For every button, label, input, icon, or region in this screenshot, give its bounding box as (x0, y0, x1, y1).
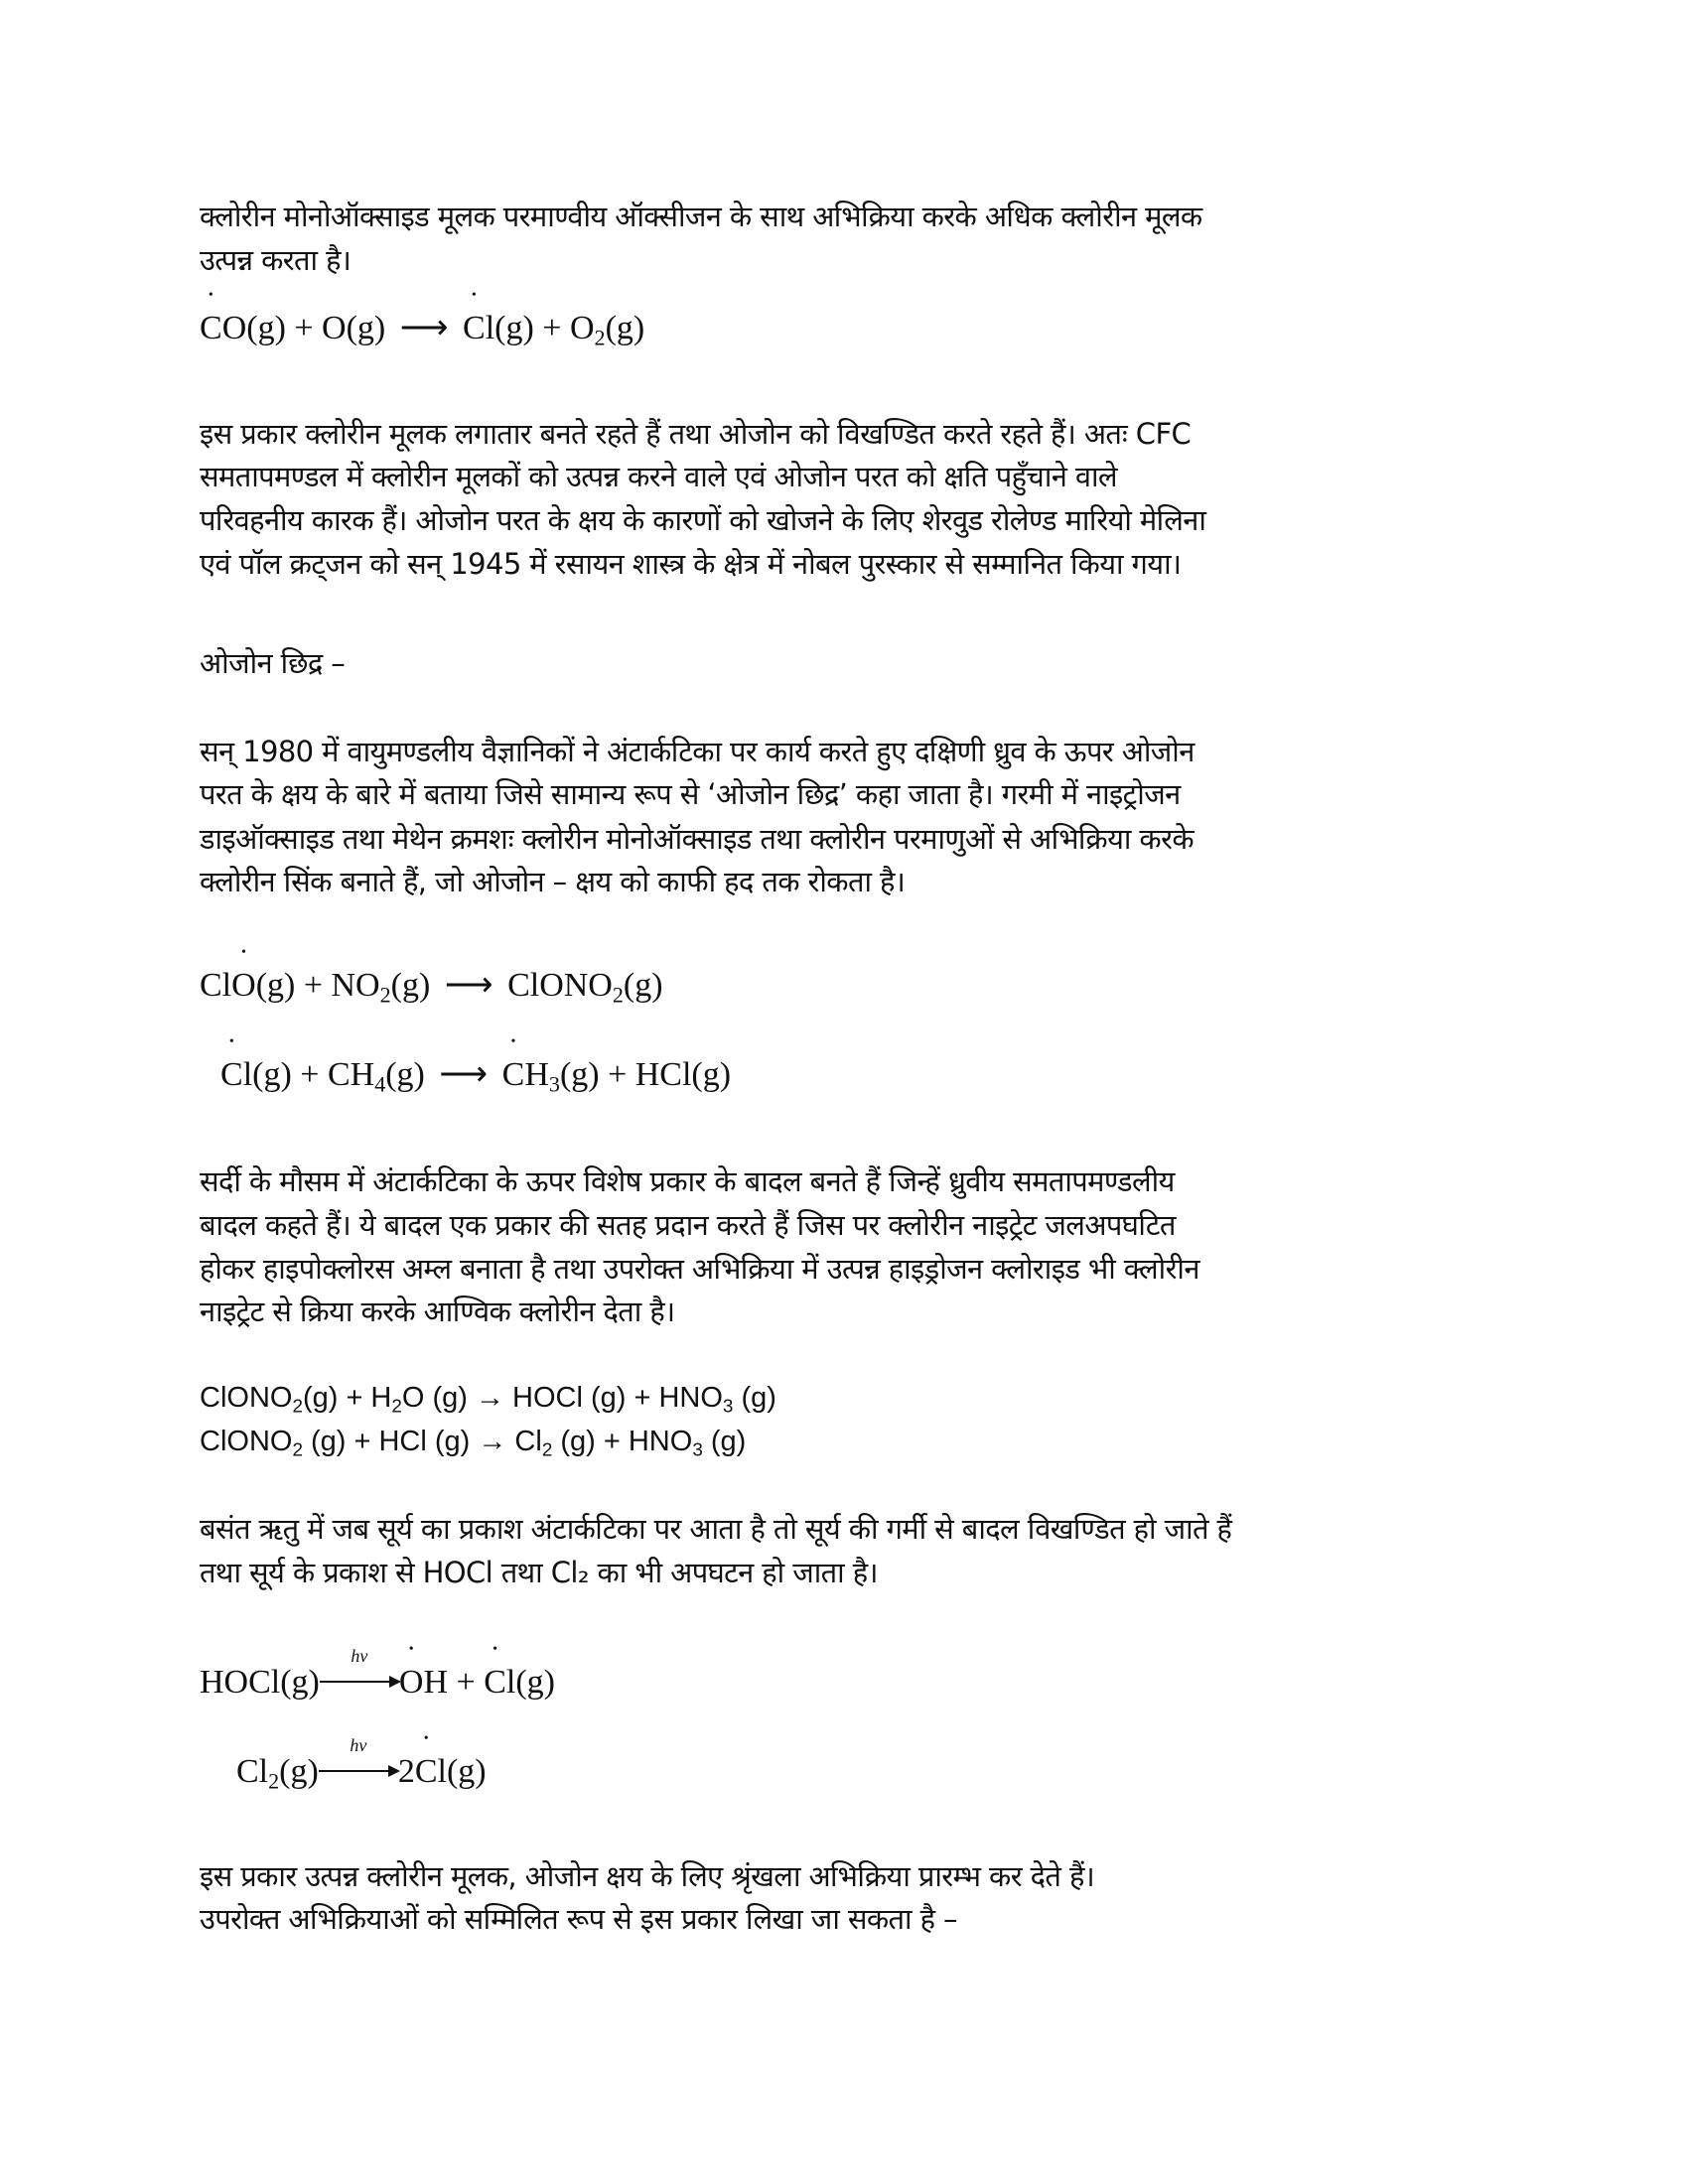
radical-dot: • C (200, 310, 222, 347)
paragraph-1-line-2: उत्पन्न करता है। (200, 243, 352, 277)
subscript: 3 (722, 1395, 734, 1417)
hv-label: hv (351, 1646, 368, 1666)
paragraph-2-line-2: समतापमण्डल में क्लोरीन मूलकों को उत्पन्न करने वाले एवं ओजोन परत को क्षति पहुँचाने वाले (200, 460, 1117, 493)
radical-dot: • O (231, 967, 256, 1005)
paragraph-1-line-1: क्लोरीन मोनोऑक्साइड मूलक परमाण्वीय ऑक्सीजन के साथ अभिक्रिया करके अधिक क्लोरीन मूलक (200, 200, 1202, 233)
subscript: 3 (692, 1438, 703, 1460)
equation-hocl-photolysis (200, 1646, 555, 1702)
eq4-d: (g) (733, 1382, 776, 1414)
eq6-a: HOCl(g) (200, 1664, 320, 1701)
subscript: 2 (379, 982, 391, 1008)
radical-dot: • C (463, 310, 486, 347)
radical-dot: • O (399, 1664, 424, 1702)
subscript: 2 (292, 1438, 303, 1460)
eq1-rhs-end: (g) (605, 310, 645, 346)
paragraph-5-line-2: तथा सूर्य के प्रकाश से HOCl तथा Cl₂ का भी अपघटन हो जाता है। (200, 1556, 878, 1589)
photolysis-arrow (320, 1646, 399, 1702)
eq7-coef: 2 (397, 1753, 415, 1790)
reaction-arrow-icon: ⟶ (439, 1056, 489, 1093)
paragraph-4-line-2: बादल कहते हैं। ये बादल एक प्रकार की सतह प्रदान करते हैं जिस पर क्लोरीन नाइट्रेट जलअपघटित (200, 1208, 1176, 1242)
eq7-a: Cl (236, 1753, 269, 1790)
eq7-a2: (g) (279, 1753, 319, 1790)
eq2-b: (g) + NO (255, 967, 380, 1004)
subscript: 2 (594, 325, 606, 350)
eq5-d: (g) (702, 1426, 747, 1457)
eq2-d: ClONO (507, 967, 613, 1004)
photolysis-arrow (319, 1735, 398, 1791)
equation-clono2-h2o (200, 1382, 776, 1418)
radical-dot: • C (502, 1056, 525, 1094)
eq1-lhs: O(g) + O(g) (221, 310, 386, 346)
paragraph-6-line-2: उपरोक्त अभिक्रियाओं को सम्मिलित रूप से इस प्रकार लिखा जा सकता है – (200, 1902, 957, 1936)
subscript: 2 (541, 1438, 553, 1460)
subscript: 2 (268, 1768, 280, 1794)
eq3-c: H (524, 1056, 549, 1093)
eq3-d: (g) + HCl(g) (559, 1056, 732, 1093)
equation-clono2-hcl (200, 1426, 746, 1461)
eq7-c: l(g) (437, 1753, 487, 1790)
eq6-b: H + (423, 1664, 485, 1701)
eq3-a: l(g) + CH (242, 1056, 375, 1093)
reaction-arrow-icon: ⟶ (399, 310, 449, 346)
eq2-cl: Cl (200, 967, 232, 1004)
eq4-c: O (g) → HOCl (g) + HNO (401, 1382, 723, 1414)
arrow-icon (319, 1770, 398, 1772)
paragraph-3-line-2: परत के क्षय के बारे में बताया जिसे सामान्य रूप से ‘ओजोन छिद्र’ कहा जाता है। गरमी में नाइट्रोजन (200, 777, 1181, 811)
paragraph-5-line-1: बसंत ऋतु में जब सूर्य का प्रकाश अंटार्कटिका पर आता है तो सूर्य की गर्मी से बादल विखण्डित हो जाते हैं (200, 1512, 1232, 1546)
eq3-b: (g) (385, 1056, 425, 1093)
eq5-c: (g) + HNO (552, 1426, 693, 1457)
subscript: 2 (292, 1395, 303, 1417)
radical-dot: • C (220, 1056, 243, 1094)
equation-clo-no2 (200, 965, 663, 1009)
paragraph-3-line-4: क्लोरीन सिंक बनाते हैं, जो ओजोन – क्षय को काफी हद तक रोकता है। (200, 865, 906, 898)
paragraph-2-line-1: इस प्रकार क्लोरीन मूलक लगातार बनते रहते हैं तथा ओजोन को विखण्डित करते रहते हैं। अतः CFC (200, 417, 1192, 451)
subscript: 3 (548, 1071, 560, 1097)
eq1-rhs: l(g) + O (485, 310, 595, 346)
eq4-a: ClONO (200, 1382, 293, 1414)
eq5-b: (g) + HCl (g) → Cl (302, 1426, 542, 1457)
equation-cl-ch4 (220, 1054, 731, 1098)
eq4-b: (g) + H (302, 1382, 392, 1414)
paragraph-3-line-1: सन् 1980 में वायुमण्डलीय वैज्ञानिकों ने अंटार्कटिका पर कार्य करते हुए दक्षिणी ध्रुव के ऊपर ओजोन (200, 735, 1195, 768)
paragraph-4-line-4: नाइट्रेट से क्रिया करके आण्विक क्लोरीन देता है। (200, 1295, 675, 1328)
paragraph-4-line-1: सर्दी के मौसम में अंटार्कटिका के ऊपर विशेष प्रकार के बादल बनते हैं जिन्हें ध्रुवीय समतापमण्डलीय (200, 1164, 1175, 1198)
hv-label: hv (350, 1735, 367, 1755)
eq5-a: ClONO (200, 1426, 293, 1457)
subscript: 2 (391, 1395, 402, 1417)
radical-dot: • C (484, 1664, 506, 1702)
arrow-icon (320, 1681, 399, 1683)
paragraph-4-line-3: होकर हाइपोक्लोरस अम्ल बनाता है तथा उपरोक्त अभिक्रिया में उत्पन्न हाइड्रोजन क्लोराइड भी क्लोरीन (200, 1252, 1199, 1286)
paragraph-6-line-1: इस प्रकार उत्पन्न क्लोरीन मूलक, ओजोन क्षय के लिए श्रृंखला अभिक्रिया प्रारम्भ कर देते हैं। (200, 1859, 1095, 1893)
section-heading-ozone-hole: ओजोन छिद्र – (200, 646, 346, 680)
eq2-c: (g) (390, 967, 431, 1004)
equation-cl2-photolysis (236, 1735, 487, 1795)
radical-dot: • C (415, 1753, 438, 1791)
eq6-c: l(g) (505, 1664, 555, 1701)
equation-clo-o (200, 308, 644, 351)
paragraph-2-line-3: परिवहनीय कारक हैं। ओजोन परत के क्षय के कारणों को खोजने के लिए शेरवुड रोलेण्ड मारियो मेलिना (200, 503, 1206, 537)
eq2-e: (g) (623, 967, 663, 1004)
subscript: 4 (374, 1071, 386, 1097)
paragraph-2-line-4: एवं पॉल क्रट्जन को सन् 1945 में रसायन शास्त्र के क्षेत्र में नोबल पुरस्कार से सम्मानित किया गया। (200, 547, 1182, 581)
paragraph-3-line-3: डाइऑक्साइड तथा मेथेन क्रमशः क्लोरीन मोनोऑक्साइड तथा क्लोरीन परमाणुओं से अभिक्रिया करके (200, 822, 1195, 856)
subscript: 2 (612, 982, 624, 1008)
reaction-arrow-icon: ⟶ (444, 967, 493, 1004)
